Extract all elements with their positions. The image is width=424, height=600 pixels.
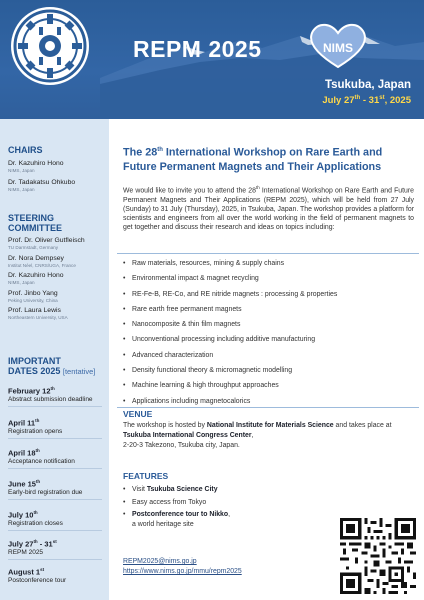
date-item [8,416,62,436]
date-description: REPM 2025 [8,548,44,556]
workshop-title: The 28th International Workshop on Rare Earth and Future Permanent Magnets and Their Applications [123,146,383,173]
person-affiliation: NIMS, Japan [8,280,35,285]
chair-entry [8,179,75,193]
committee-entry [8,272,85,286]
divider [117,407,419,408]
divider [8,406,102,407]
person-affiliation: Institut Néel, CNRS/UGA, France [8,262,76,268]
list-item: • Machine learning & high throughput approaches [123,378,413,393]
date-label: August 1st [8,567,45,577]
date-description: Registration closes [8,519,63,527]
list-item: • Easy access from Tokyo [123,498,230,508]
person-name: Prof. Dr. Oliver Gutfleisch [8,237,85,244]
contact-info [123,557,242,577]
important-dates-heading: IMPORTANT DATES 2025 [tentative] [8,356,96,376]
list-item: • Unconventional processing including additive manufacturing [123,332,413,347]
features-list [123,485,230,532]
location: Tsukuba, Japan [324,79,411,91]
divider [8,559,102,560]
list-item: • Raw materials, resources, mining & supply chains [123,256,413,271]
date-item [8,565,66,585]
date-item [8,477,82,497]
features-heading: FEATURES [123,471,169,481]
venue-text: The workshop is hosted by National Institute for Materials Science and takes place at Tsukuba International Congress Center, 2-20-3 Takezono, Tsukuba city, Japan. [123,422,392,449]
person-affiliation: Northeastern University, USA [8,315,68,320]
event-dates: July 27th - 31st, 2025 [322,95,411,107]
date-label: April 11th [8,418,40,428]
chairs-section [8,145,75,192]
list-item: • Density functional theory & micromagnetic modelling [123,363,413,378]
committee-entry [8,255,85,269]
steering-section [8,213,85,321]
list-item: • RE-Fe-B, RE-Co, and RE nitride magnets : processing & properties [123,287,413,302]
committee-entry [8,307,85,321]
date-item [8,446,75,466]
list-item: • Postconference tour to Nikko, a world heritage site [123,510,230,529]
date-description: Abstract submission deadline [8,395,93,403]
venue-heading: VENUE [123,409,153,419]
date-description: Postconference tour [8,576,67,584]
person-name: Prof. Laura Lewis [8,307,61,314]
date-label: June 15th [8,479,41,489]
repm-logo [9,5,91,87]
qr-code[interactable] [340,518,416,594]
sidebar [0,119,109,600]
topics-list [123,256,413,409]
nims-logo [303,19,373,71]
list-item: • Environmental impact & magnet recycling [123,271,413,286]
divider [117,253,419,254]
nims-logo-text: NIMS [323,41,353,55]
divider [8,468,102,469]
conference-title: REPM 2025 [133,36,262,62]
list-item: • Visit Tsukuba Science City [123,485,230,495]
date-label: February 12th [8,386,55,396]
person-affiliation: TU Darmstadt, Germany [8,245,59,250]
list-item: • Rare earth free permanent magnets [123,302,413,317]
person-name: Dr. Kazuhiro Hono [8,272,64,279]
date-description: Registration opens [8,427,63,435]
chairs-heading: CHAIRS [8,145,43,155]
person-name: Dr. Tadakatsu Ohkubo [8,178,76,186]
date-description: Acceptance notification [8,457,75,465]
intro-paragraph: We would like to invite you to attend the 28th International Workshop on Rare Earth and Future Permanent Magnets and Their Applications (REPM 2025), which will be held from 27 July (Sunday) to 31 July (Thursday), 2025, in Tsukuba, Japan. The workshop provides a platform for scientists and engineers from all over the world working in the field of permanent magnets to get together and discuss their research and ideas on topics including: [123,185,415,232]
website-link[interactable]: https://www.nims.go.jp/mmu/repm2025 [123,568,242,575]
date-item [8,508,63,528]
date-label: April 18th [8,448,40,458]
date-label: July 10th [8,510,38,520]
person-affiliation: NIMS, Japan [8,168,35,173]
date-description: Early-bird registration due [8,488,83,496]
person-affiliation: Peking University, China [8,297,58,303]
committee-entry [8,237,85,251]
person-name: Dr. Nora Dempsey [8,254,64,262]
list-item: • Applications including magnetocalorics [123,394,413,409]
person-affiliation: NIMS, Japan [8,186,35,192]
person-name: Dr. Kazuhiro Hono [8,160,64,167]
list-item: • Nanocomposite & thin film magnets [123,317,413,332]
person-name: Prof. Jinbo Yang [8,289,58,297]
committee-entry [8,290,85,304]
date-item [8,537,57,557]
email-link[interactable]: REPM2025@nims.go.jp [123,558,197,565]
steering-heading: STEERING COMMITTEE [8,213,62,233]
header-banner [0,0,424,119]
date-label: July 27th - 31st [8,539,57,549]
list-item: • Advanced characterization [123,348,413,363]
divider [8,438,102,439]
date-item [8,384,93,404]
chair-entry [8,160,75,174]
divider [8,499,102,500]
divider [8,530,102,531]
